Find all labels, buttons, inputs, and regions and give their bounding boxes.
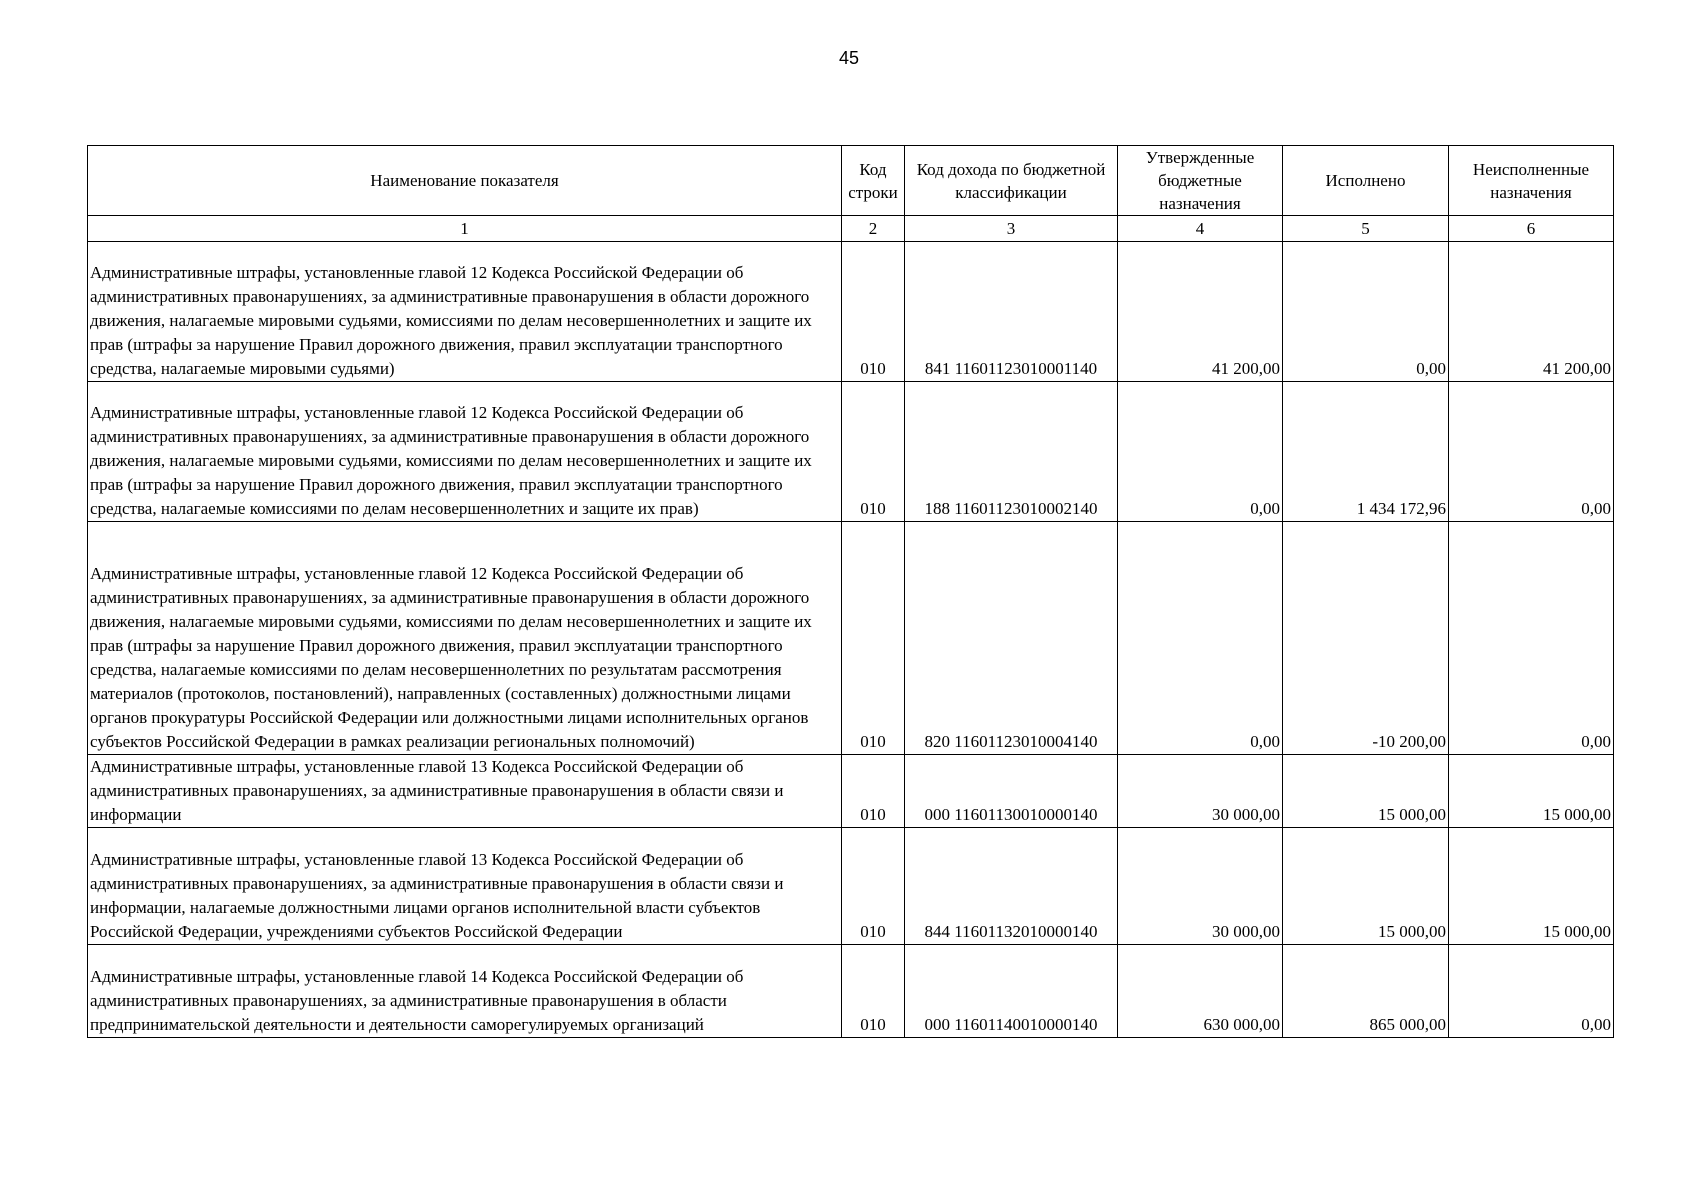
line-code: 010 — [842, 242, 905, 382]
column-number: 5 — [1283, 216, 1449, 242]
executed-amount: 1 434 172,96 — [1283, 382, 1449, 522]
executed-amount: 15 000,00 — [1283, 755, 1449, 828]
table-row — [88, 242, 1614, 382]
income-code: 000 11601140010000140 — [905, 945, 1118, 1038]
indicator-name: Административные штрафы, установленные главой 12 Кодекса Российской Федерации об административных правонарушениях, за административные правонарушения в области дорожного движения, налагаемые мировыми судьями, комиссиями по делам несовершеннолетних и защите их прав (штрафы за нарушение Правил дорожного движения, правил эксплуатации транспортного средства, налагаемые комиссиями по делам несовершеннолетних по результатам рассмотрения материалов (протоколов, постановлений), направленных (составленных) должностными лицами органов прокуратуры Российской Федерации или должностными лицами исполнительных органов субъектов Российской Федерации в рамках реализации региональных полномочий) — [88, 522, 842, 755]
indicator-name: Административные штрафы, установленные главой 14 Кодекса Российской Федерации об административных правонарушениях, за административные правонарушения в области предпринимательской деятельности и деятельности саморегулируемых организаций — [88, 945, 842, 1038]
column-number-row — [88, 216, 1614, 242]
executed-amount: 865 000,00 — [1283, 945, 1449, 1038]
unexecuted-amount: 0,00 — [1449, 945, 1614, 1038]
income-code: 188 11601123010002140 — [905, 382, 1118, 522]
column-number: 6 — [1449, 216, 1614, 242]
header-executed: Исполнено — [1283, 146, 1449, 216]
income-code: 820 11601123010004140 — [905, 522, 1118, 755]
unexecuted-amount: 15 000,00 — [1449, 828, 1614, 945]
indicator-name: Административные штрафы, установленные главой 12 Кодекса Российской Федерации об административных правонарушениях, за административные правонарушения в области дорожного движения, налагаемые мировыми судьями, комиссиями по делам несовершеннолетних и защите их прав (штрафы за нарушение Правил дорожного движения, правил эксплуатации транспортного средства, налагаемые комиссиями по делам несовершеннолетних и защите их прав) — [88, 382, 842, 522]
approved-amount: 41 200,00 — [1118, 242, 1283, 382]
unexecuted-amount: 41 200,00 — [1449, 242, 1614, 382]
header-line-code: Код строки — [842, 146, 905, 216]
header-unexecuted: Неисполненные назначения — [1449, 146, 1614, 216]
table-row — [88, 828, 1614, 945]
page-number: 45 — [838, 48, 860, 68]
column-number: 2 — [842, 216, 905, 242]
table-row — [88, 755, 1614, 828]
line-code: 010 — [842, 382, 905, 522]
approved-amount: 0,00 — [1118, 522, 1283, 755]
unexecuted-amount: 15 000,00 — [1449, 755, 1614, 828]
executed-amount: 15 000,00 — [1283, 828, 1449, 945]
approved-amount: 30 000,00 — [1118, 828, 1283, 945]
header-row — [88, 146, 1614, 216]
header-income-code: Код дохода по бюджетной классификации — [905, 146, 1118, 216]
executed-amount: 0,00 — [1283, 242, 1449, 382]
line-code: 010 — [842, 945, 905, 1038]
indicator-name: Административные штрафы, установленные главой 13 Кодекса Российской Федерации об административных правонарушениях, за административные правонарушения в области связи и информации, налагаемые должностными лицами органов исполнительной власти субъектов Российской Федерации, учреждениями субъектов Российской Федерации — [88, 828, 842, 945]
table-row — [88, 382, 1614, 522]
income-code: 844 11601132010000140 — [905, 828, 1118, 945]
approved-amount: 0,00 — [1118, 382, 1283, 522]
approved-amount: 630 000,00 — [1118, 945, 1283, 1038]
line-code: 010 — [842, 522, 905, 755]
budget-execution-table — [87, 145, 1614, 1038]
header-approved: Утвержденные бюджетные назначения — [1118, 146, 1283, 216]
table-row — [88, 945, 1614, 1038]
indicator-name: Административные штрафы, установленные главой 12 Кодекса Российской Федерации об административных правонарушениях, за административные правонарушения в области дорожного движения, налагаемые мировыми судьями, комиссиями по делам несовершеннолетних и защите их прав (штрафы за нарушение Правил дорожного движения, правил эксплуатации транспортного средства, налагаемые мировыми судьями) — [88, 242, 842, 382]
line-code: 010 — [842, 755, 905, 828]
approved-amount: 30 000,00 — [1118, 755, 1283, 828]
income-code: 000 11601130010000140 — [905, 755, 1118, 828]
indicator-name: Административные штрафы, установленные главой 13 Кодекса Российской Федерации об административных правонарушениях, за административные правонарушения в области связи и информации — [88, 755, 842, 828]
executed-amount: -10 200,00 — [1283, 522, 1449, 755]
line-code: 010 — [842, 828, 905, 945]
header-name: Наименование показателя — [88, 146, 842, 216]
unexecuted-amount: 0,00 — [1449, 522, 1614, 755]
column-number: 1 — [88, 216, 842, 242]
unexecuted-amount: 0,00 — [1449, 382, 1614, 522]
column-number: 4 — [1118, 216, 1283, 242]
column-number: 3 — [905, 216, 1118, 242]
table-row — [88, 522, 1614, 755]
income-code: 841 11601123010001140 — [905, 242, 1118, 382]
